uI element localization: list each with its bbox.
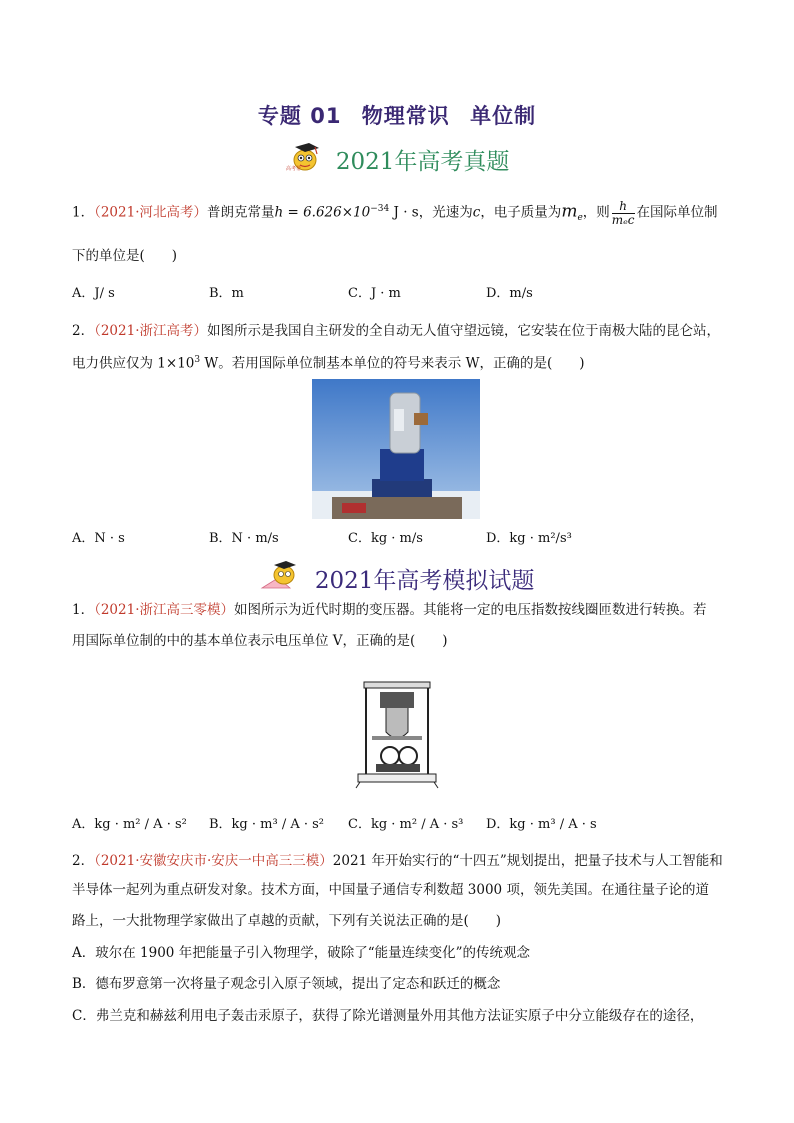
section-heading-text: 2021年高考真题 [335, 148, 510, 175]
mascot-logo-icon [285, 140, 321, 178]
symbol-m: m [561, 201, 578, 222]
section-heading-exam [0, 140, 794, 178]
telescope-photo [312, 379, 480, 519]
question-text: 在国际单位制 [636, 204, 718, 221]
title-part1: 专题 01 [257, 104, 342, 128]
svg-text:高考帮: 高考帮 [285, 166, 301, 172]
question-number: 2． [72, 853, 95, 869]
question-text: ，电子质量为 [480, 204, 562, 221]
question-number: 1． [72, 204, 95, 221]
mascot-logo-icon [260, 560, 300, 596]
page-title [0, 100, 794, 130]
option-b[interactable]: B．德布罗意第一次将量子观念引入原子领域，提出了定态和跃迁的概念 [72, 976, 501, 992]
option-b[interactable]: B．kg · m³ / A · s² [209, 817, 325, 832]
fraction-denominator: mₑc [611, 212, 635, 227]
section-heading-text: 2021年高考模拟试题 [314, 567, 535, 594]
question-source: （2021·安徽安庆市·安庆一中高三三模） [94, 853, 333, 869]
question-1-line1 [72, 199, 722, 228]
option-a[interactable]: A．N · s [72, 531, 125, 546]
option-a[interactable]: A．kg · m² / A · s² [72, 817, 187, 832]
mock-question-1-line2: 用国际单位制的中的基本单位表示电压单位 V，正确的是( ) [72, 633, 448, 649]
question-2-line2 [72, 350, 722, 374]
option-a[interactable]: A．玻尔在 1900 年把能量子引入物理学，破除了“能量连续变化”的传统观念 [72, 945, 530, 961]
exponent: −34 [370, 204, 390, 214]
symbol-c: c [472, 204, 481, 221]
fraction [612, 200, 635, 227]
option-c[interactable]: C．kg · m² / A · s³ [348, 817, 464, 832]
formula: h = 6.626×10 [274, 204, 371, 221]
question-text: 如图所示是我国自主研发的全自动无人值守望远镜，它安装在位于南极大陆的昆仑站， [207, 323, 720, 339]
question-text: 普朗克常量 [207, 204, 275, 221]
question-text: 2021 年开始实行的“十四五”规划提出，把量子技术与人工智能和 [332, 853, 723, 869]
question-text: ，则 [582, 204, 610, 221]
question-number: 2． [72, 323, 95, 339]
question-source: （2021·浙江高考） [94, 323, 207, 339]
question-number: 1． [72, 602, 95, 618]
option-d[interactable]: D．m/s [486, 286, 533, 301]
exponent: 3 [194, 355, 201, 365]
question-text: W。若用国际单位制基本单位的符号来表示 W，正确的是( ) [200, 355, 585, 372]
mock-question-2-line3: 路上，一大批物理学家做出了卓越的贡献，下列有关说法正确的是( ) [72, 913, 502, 929]
question-source: （2021·河北高考） [94, 204, 207, 221]
question-source: （2021·浙江高三零模） [94, 602, 234, 618]
mock-question-2-line2: 半导体一起列为重点研发对象。技术方面，中国量子通信专利数超 3000 项，领先美国。在通往量子论的道 [72, 882, 709, 898]
option-c[interactable]: C．J · m [348, 286, 401, 301]
section-heading-mock [0, 560, 794, 596]
question-2-line1 [72, 321, 722, 341]
subscript-e: e [577, 213, 583, 224]
option-c[interactable]: C．kg · m/s [348, 531, 423, 546]
question-text: 电力供应仅为 1×10 [72, 355, 195, 372]
option-d[interactable]: D．kg · m³ / A · s [486, 817, 597, 832]
option-b[interactable]: B．N · m/s [209, 531, 279, 546]
mock-question-2-line1 [72, 851, 722, 871]
title-part3: 单位制 [470, 104, 537, 128]
title-part2: 物理常识 [361, 104, 450, 128]
option-b[interactable]: B．m [209, 286, 244, 301]
question-text: J · s，光速为 [389, 204, 473, 221]
option-a[interactable]: A．J/ s [72, 286, 115, 301]
mock-question-1-line1 [72, 600, 722, 620]
question-1-line2: 下的单位是( ) [72, 248, 178, 264]
transformer-illustration [352, 678, 442, 790]
option-c[interactable]: C．弗兰克和赫兹利用电子轰击汞原子，获得了除光谱测量外用其他方法证实原子中分立能级存在的途径， [72, 1008, 704, 1024]
question-text: 如图所示为近代时期的变压器。其能将一定的电压指数按线圈匝数进行转换。若 [234, 602, 707, 618]
fraction-numerator: h [612, 200, 635, 214]
option-d[interactable]: D．kg · m²/s³ [486, 531, 572, 546]
